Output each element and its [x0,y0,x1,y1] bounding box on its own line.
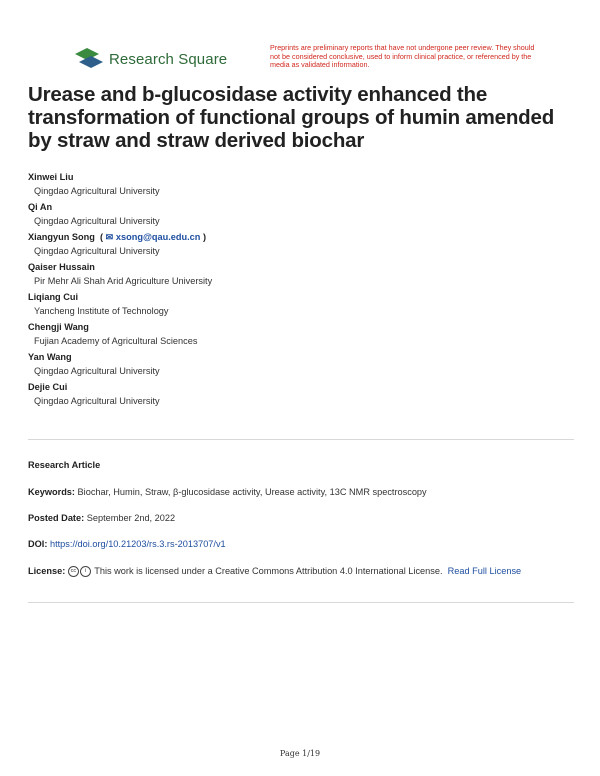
license [28,564,574,578]
author-name-with-email: Xiangyun Song ( ✉ xsong@qau.edu.cn ) [28,232,207,242]
envelope-icon: ✉ [105,232,114,242]
posted-date [28,511,574,525]
author-affiliation: Qingdao Agricultural University [34,186,160,196]
author-entry [28,230,568,258]
page-number: Page 1/19 [279,749,321,758]
author-affiliation: Yancheng Institute of Technology [34,306,169,316]
paper-title: Urease and b-glucosidase activity enhanced the transformation of functional groups of humin amended by straw and straw derived biochar [28,83,555,152]
author-entry [28,380,568,408]
divider [28,439,574,440]
email-link[interactable]: ✉ xsong@qau.edu.cn [105,232,201,242]
author-list [28,170,568,410]
author-entry [28,200,568,228]
article-type: Research Article [28,460,101,470]
author-affiliation: Qingdao Agricultural University [34,246,160,256]
doi [28,537,574,551]
author-entry [28,350,568,378]
keywords [28,485,574,499]
author-name[interactable]: Liqiang Cui [28,292,79,302]
author-name[interactable]: Dejie Cui [28,382,68,392]
license-text: This work is licensed under a Creative Commons Attribution 4.0 International License. [94,566,443,576]
author-name[interactable]: Qaiser Hussain [28,262,95,272]
author-name[interactable]: Chengji Wang [28,322,89,332]
author-affiliation: Qingdao Agricultural University [34,216,160,226]
author-entry [28,170,568,198]
research-square-logo[interactable] [75,48,227,70]
preprint-disclaimer: Preprints are preliminary reports that have not undergone peer review. They should not be considered conclusive, used to inform clinical practice, or referenced by the media as validated information. [270,43,535,70]
doi-label: DOI: [28,539,48,549]
author-entry [28,260,568,288]
posted-date-value: September 2nd, 2022 [86,513,176,523]
author-affiliation: Pir Mehr Ali Shah Arid Agriculture University [34,276,213,286]
author-affiliation: Fujian Academy of Agricultural Sciences [34,336,198,346]
read-full-license-link[interactable]: Read Full License [447,566,522,576]
creative-commons-icon: cc [68,566,79,577]
author-affiliation: Qingdao Agricultural University [34,396,160,406]
author-name[interactable]: Xiangyun Song [28,232,95,242]
divider [28,602,574,603]
author-name[interactable]: Xinwei Liu [28,172,74,182]
author-name[interactable]: Yan Wang [28,352,72,362]
brand-name: Research Square [109,50,228,68]
research-square-logo-icon [75,48,103,70]
posted-date-label: Posted Date: [28,513,85,523]
author-entry [28,320,568,348]
license-label: License: [28,566,66,576]
doi-link[interactable]: https://doi.org/10.21203/rs.3.rs-2013707/v1 [49,539,226,549]
author-affiliation: Qingdao Agricultural University [34,366,160,376]
author-name[interactable]: Qi An [28,202,53,212]
keywords-label: Keywords: [28,487,75,497]
author-entry [28,290,568,318]
keywords-value: Biochar, Humin, Straw, β-glucosidase activity, Urease activity, 13C NMR spectroscopy [77,487,427,497]
attribution-icon: i [80,566,91,577]
